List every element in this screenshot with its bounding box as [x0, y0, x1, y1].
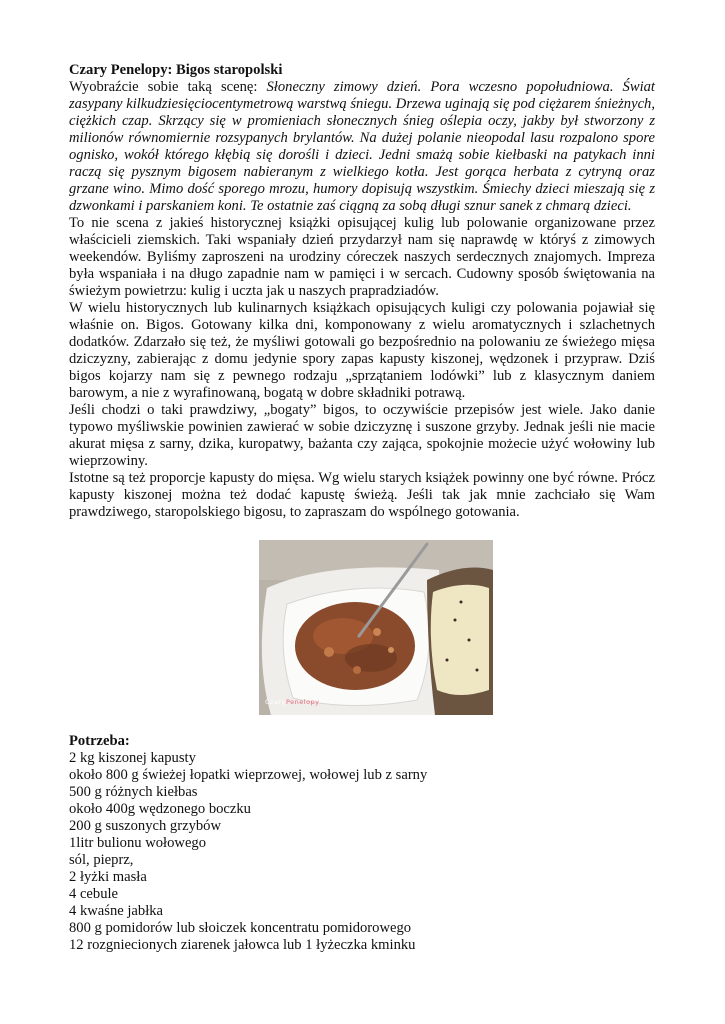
ingredient-item: 2 kg kiszonej kapusty	[69, 750, 196, 766]
ingredient-item: 12 rozgniecionych ziarenek jałowca lub 1 łyżeczka kminku	[69, 937, 416, 953]
document-page	[69, 62, 655, 954]
paragraph-1: To nie scena z jakieś historycznej książki opisującej kulig lub polowanie organizowane przez właścicieli ziemskich. Taki wspaniały dzień przydarzył nam się naprawdę w któryś z zimowych weekendów. Byliśmy zaproszeni na urodziny córeczek naszych serdecznych znajomych. Impreza była wspaniała i na długo zapadnie nam w pamięci i w sercach. Cudowny sposób świętowania na świeżym powietrzu: kulig i uczta jak u naszych prapradziadów.	[69, 215, 655, 299]
ingredient-item: 500 g różnych kiełbas	[69, 784, 198, 800]
watermark-prefix: Czary	[265, 698, 286, 706]
ingredient-item: 2 łyżki masła	[69, 869, 147, 885]
ingredient-item: około 400g wędzonego boczku	[69, 801, 251, 817]
bigos-photo	[259, 540, 493, 715]
ingredient-item: około 800 g świeżej łopatki wieprzowej, wołowej lub z sarny	[69, 767, 428, 783]
photo-watermark	[265, 694, 320, 711]
ingredient-item: 800 g pomidorów lub słoiczek koncentratu pomidorowego	[69, 920, 412, 936]
ingredient-item: 4 kwaśne jabłka	[69, 903, 164, 919]
paragraph-4: Istotne są też proporcje kapusty do mięsa. Wg wielu starych książek powinny one być równe. Prócz kapusty kiszonej można też dodać kapustę świeżą. Jeśli tak jak mnie zachciało się Wam prawdziwego, staropolskiego bigosu, to zapraszam do wspólnego gotowania.	[69, 470, 655, 520]
paragraph-3: Jeśli chodzi o taki prawdziwy, „bogaty” bigos, to oczywiście przepisów jest wiele. Jako danie typowo myśliwskie powinien zawierać w sobie dziczyznę i suszone grzyby. Jednak jeśli nie macie akurat mięsa z sarny, dzika, kuropatwy, bażanta czy zająca, spokojnie możecie użyć wołowiny lub wieprzowiny.	[69, 402, 655, 469]
intro-paragraph	[69, 79, 655, 215]
paragraph-2: W wielu historycznych lub kulinarnych książkach opisujących kuligi czy polowania pojawiał się właśnie on. Bigos. Gotowany kilka dni, komponowany z wielu aromatycznych i szlachetnych dodatków. Zdarzało się też, że myśliwi gotowali go bezpośrednio na polowaniu ze świeżego mięsa dziczyzny, zabierając z domu jedynie spory zapas kapusty kiszonej, wędzonek i przypraw. Dziś bigos kojarzy nam się z pewnego rodzaju „sprzątaniem lodówki” lub z klasycznym daniem barowym, a nie z wyrafinowaną, bogatą w dobre składniki potrawą.	[69, 300, 655, 401]
intro-lead: Wyobraźcie sobie taką scenę:	[69, 79, 267, 95]
ingredient-item: 4 cebule	[69, 886, 119, 902]
ingredient-item: 1litr bulionu wołowego	[69, 835, 207, 851]
ingredients-list	[69, 750, 655, 954]
document-title: Czary Penelopy: Bigos staropolski	[69, 62, 283, 78]
watermark-accent: Penelopy	[285, 698, 320, 706]
ingredient-item: sól, pieprz,	[69, 852, 134, 868]
bigos-photo-illustration	[259, 540, 493, 715]
ingredients-title: Potrzeba:	[69, 733, 130, 749]
intro-italic: Słoneczny zimowy dzień. Pora wczesno popołudniowa. Świat zasypany kilkudziesięciocentymetrową warstwą śniegu. Drzewa uginają się pod ciężarem śnieżnych, ciężkich czap. Skrzący się w promieniach słonecznych śnieg oślepia oczy, jakby był stworzony z milionów równomiernie rozsypanych brylantów. Na dużej polanie nieopodal lasu rozpalono spore ognisko, wokół którego kłębią się dorośli i dzieci. Jedni smażą sobie kiełbaski na patykach inni raczą się pysznym bigosem nabieranym z wielkiego kotła. Jest gorąca herbata z cytryną oraz grzane wino. Mimo dość sporego mrozu, humory dopisują wszystkim. Śmiechy dzieci mieszają się z dzwonkami i parskaniem koni. Te ostatnie zaś ciągną za sobą długi sznur sanek z chmarą dzieci.	[69, 79, 655, 214]
ingredient-item: 200 g suszonych grzybów	[69, 818, 221, 834]
